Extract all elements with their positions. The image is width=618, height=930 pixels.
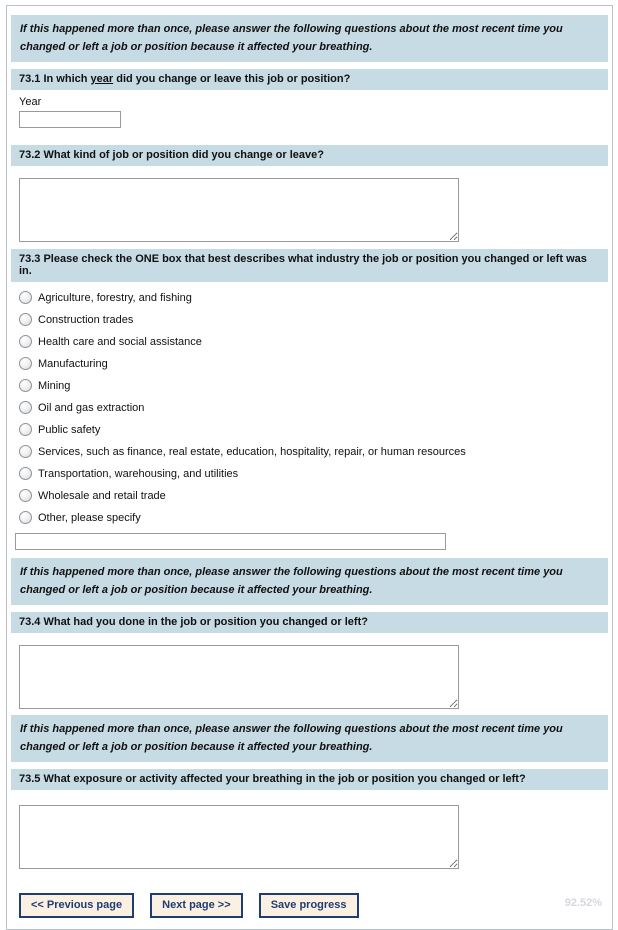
year-label: Year (19, 96, 42, 108)
radio-wholesale[interactable] (19, 489, 32, 502)
option-label: Oil and gas extraction (38, 401, 145, 414)
radio-transportation[interactable] (19, 467, 32, 480)
question-73-1-title (11, 69, 608, 90)
industry-option-agriculture[interactable] (19, 291, 608, 304)
radio-other[interactable] (19, 511, 32, 524)
question-73-3-title: 73.3 Please check the ONE box that best describes what industry the job or position you changed or left was in. (11, 249, 608, 282)
question-73-4-body (11, 645, 608, 709)
question-73-2-title: 73.2 What kind of job or position did you change or leave? (11, 145, 608, 166)
question-73-1-title-underlined: year (90, 73, 114, 85)
question-73-1-title-prefix: 73.1 In which (19, 73, 91, 85)
radio-public-safety[interactable] (19, 423, 32, 436)
industry-option-transportation[interactable] (19, 467, 608, 480)
intro-banner: If this happened more than once, please answer the following questions about the most recent time you changed or left a job or position because it affected your breathing. (11, 558, 608, 605)
industry-option-services[interactable] (19, 445, 608, 458)
question-73-4-title: 73.4 What had you done in the job or position you changed or left? (11, 612, 608, 633)
industry-option-health-care[interactable] (19, 335, 608, 348)
radio-services[interactable] (19, 445, 32, 458)
industry-option-oil-gas[interactable] (19, 401, 608, 414)
save-progress-button[interactable]: Save progress (259, 893, 359, 918)
other-specify-input[interactable] (15, 533, 446, 550)
previous-page-button[interactable]: << Previous page (19, 893, 134, 918)
exposure-textarea[interactable] (19, 805, 459, 869)
year-input[interactable] (19, 111, 121, 128)
question-73-2-body (11, 178, 608, 242)
industry-option-mining[interactable] (19, 379, 608, 392)
radio-oil-gas[interactable] (19, 401, 32, 414)
option-label: Other, please specify (38, 511, 141, 524)
footer-nav (11, 893, 608, 921)
industry-option-public-safety[interactable] (19, 423, 608, 436)
radio-agriculture[interactable] (19, 291, 32, 304)
industry-option-manufacturing[interactable] (19, 357, 608, 370)
industry-option-wholesale[interactable] (19, 489, 608, 502)
question-73-5-title: 73.5 What exposure or activity affected your breathing in the job or position you changed or left? (11, 769, 608, 790)
question-73-3-options (11, 291, 608, 550)
option-label: Public safety (38, 423, 101, 436)
option-label: Transportation, warehousing, and utilities (38, 467, 239, 480)
radio-health-care[interactable] (19, 335, 32, 348)
intro-banner: If this happened more than once, please answer the following questions about the most recent time you changed or left a job or position because it affected your breathing. (11, 715, 608, 762)
industry-option-other[interactable] (19, 511, 608, 524)
option-label: Services, such as finance, real estate, education, hospitality, repair, or human resources (38, 445, 466, 458)
option-label: Health care and social assistance (38, 335, 202, 348)
intro-banner: If this happened more than once, please answer the following questions about the most recent time you changed or left a job or position because it affected your breathing. (11, 15, 608, 62)
progress-percentage: 92.52% (564, 897, 602, 909)
question-73-1-title-suffix: did you change or leave this job or position? (113, 73, 351, 85)
job-kind-textarea[interactable] (19, 178, 459, 242)
radio-construction[interactable] (19, 313, 32, 326)
option-label: Mining (38, 379, 71, 392)
option-label: Wholesale and retail trade (38, 489, 166, 502)
question-73-1-body (11, 96, 608, 138)
radio-mining[interactable] (19, 379, 32, 392)
option-label: Construction trades (38, 313, 134, 326)
industry-option-construction[interactable] (19, 313, 608, 326)
radio-manufacturing[interactable] (19, 357, 32, 370)
next-page-button[interactable]: Next page >> (150, 893, 242, 918)
question-73-5-body (11, 805, 608, 869)
option-label: Manufacturing (38, 357, 108, 370)
survey-page (6, 5, 613, 930)
option-label: Agriculture, forestry, and fishing (38, 291, 192, 304)
job-done-textarea[interactable] (19, 645, 459, 709)
